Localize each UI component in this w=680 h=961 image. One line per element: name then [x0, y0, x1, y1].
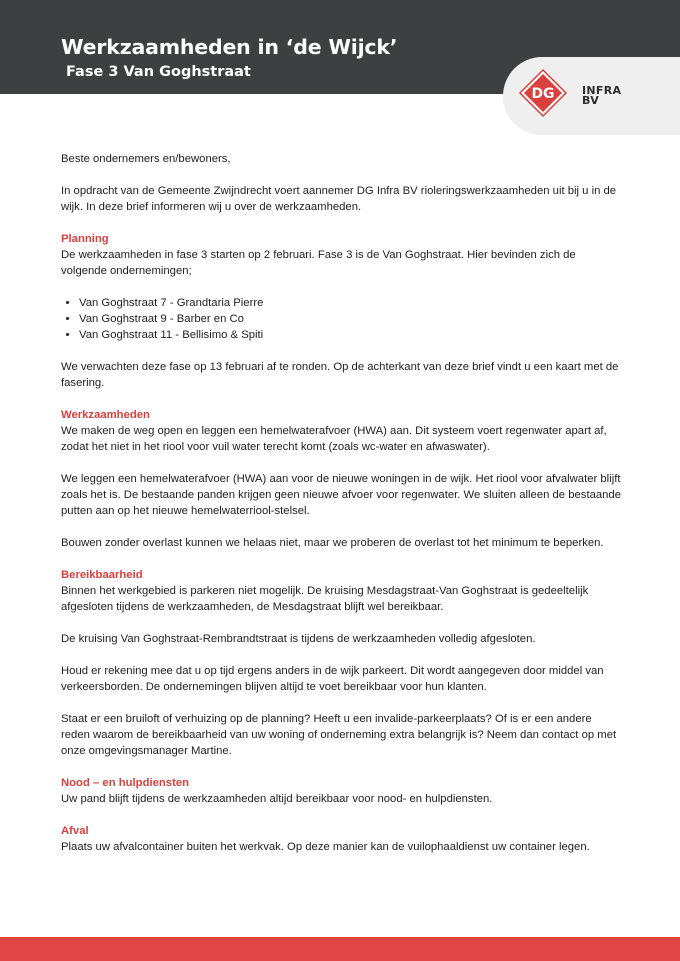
- page-title: Werkzaamheden in ‘de Wijck’: [61, 35, 398, 59]
- bereikbaarheid-p1: Binnen het werkgebied is parkeren niet mogelijk. De kruising Mesdagstraat-Van Goghstraat is gedeeltelijk afgesloten tijdens de werkzaamheden, de Mesdagstraat blijft wel bereikbaar.: [61, 585, 589, 613]
- nood-heading: Nood – en hulpdiensten: [61, 777, 190, 789]
- brand-name: [582, 86, 621, 106]
- afval-heading: Afval: [61, 825, 89, 837]
- list-item: • Van Goghstraat 9 - Barber en Co: [79, 311, 621, 327]
- page-subtitle: Fase 3 Van Goghstraat: [66, 64, 251, 80]
- planning-heading: Planning: [61, 233, 109, 245]
- brand-line-2: BV: [582, 94, 600, 107]
- footer-bar: [0, 937, 680, 961]
- nood-text: Uw pand blijft tijdens de werkzaamheden altijd bereikbaar voor nood- en hulpdiensten.: [61, 793, 493, 805]
- werkzaamheden-heading: Werkzaamheden: [61, 409, 150, 421]
- werkzaamheden-p2: We leggen een hemelwaterafvoer (HWA) aan voor de nieuwe woningen in de wijk. Het riool voor afvalwater blijft zoals het is. De bestaande panden krijgen geen nieuwe afvoer voor regenwater. We sluiten alleen de bestaande putten aan op het nieuwe hemelwaterriool-stelsel.: [61, 473, 621, 517]
- intro-paragraph: In opdracht van de Gemeente Zwijndrecht voert aannemer DG Infra BV rioleringswerkzaamheden uit bij u in de wijk. In deze brief informeren wij u over de werkzaamheden.: [61, 185, 617, 213]
- business-list: [61, 295, 621, 343]
- dg-logo-icon: [518, 68, 568, 118]
- list-item: • Van Goghstraat 7 - Grandtaria Pierre: [79, 295, 621, 311]
- afval-text: Plaats uw afvalcontainer buiten het werkvak. Op deze manier kan de vuilophaaldienst uw container legen.: [61, 841, 590, 853]
- brand-line-1: INFRA: [582, 84, 622, 97]
- list-item: • Van Goghstraat 11 - Bellisimo & Spiti: [79, 327, 621, 343]
- werkzaamheden-p3: Bouwen zonder overlast kunnen we helaas niet, maar we proberen de overlast tot het minimum te beperken.: [61, 537, 604, 549]
- bereikbaarheid-p4: Staat er een bruiloft of verhuizing op de planning? Heeft u een invalide-parkeerplaats? Of is er een andere reden waarom de bereikbaarheid van uw woning of onderneming extra belangrijk is? Neem dan contact op met onze omgevingsmanager Martine.: [61, 713, 617, 757]
- letter-body: [61, 151, 621, 855]
- werkzaamheden-p1: We maken de weg open en leggen een hemelwaterafvoer (HWA) aan. Dit systeem voert regenwater apart af, zodat het niet in het riool voor vuil water terecht komt (zoals wc-water en afwaswater).: [61, 425, 607, 453]
- planning-after: We verwachten deze fase op 13 februari af te ronden. Op de achterkant van deze brief vindt u een kaart met de fasering.: [61, 361, 619, 389]
- greeting: Beste ondernemers en/bewoners,: [61, 153, 231, 165]
- planning-text: De werkzaamheden in fase 3 starten op 2 februari. Fase 3 is de Van Goghstraat. Hier bevinden zich de volgende ondernemingen;: [61, 249, 576, 277]
- logo-mark: DG: [531, 86, 555, 102]
- bereikbaarheid-heading: Bereikbaarheid: [61, 569, 143, 581]
- bereikbaarheid-p3: Houd er rekening mee dat u op tijd ergens anders in de wijk parkeert. Dit wordt aangegeven door middel van verkeersborden. De ondernemingen blijven altijd te voet bereikbaar voor hun klanten.: [61, 665, 604, 693]
- bereikbaarheid-p2: De kruising Van Goghstraat-Rembrandtstraat is tijdens de werkzaamheden volledig afgesloten.: [61, 633, 536, 645]
